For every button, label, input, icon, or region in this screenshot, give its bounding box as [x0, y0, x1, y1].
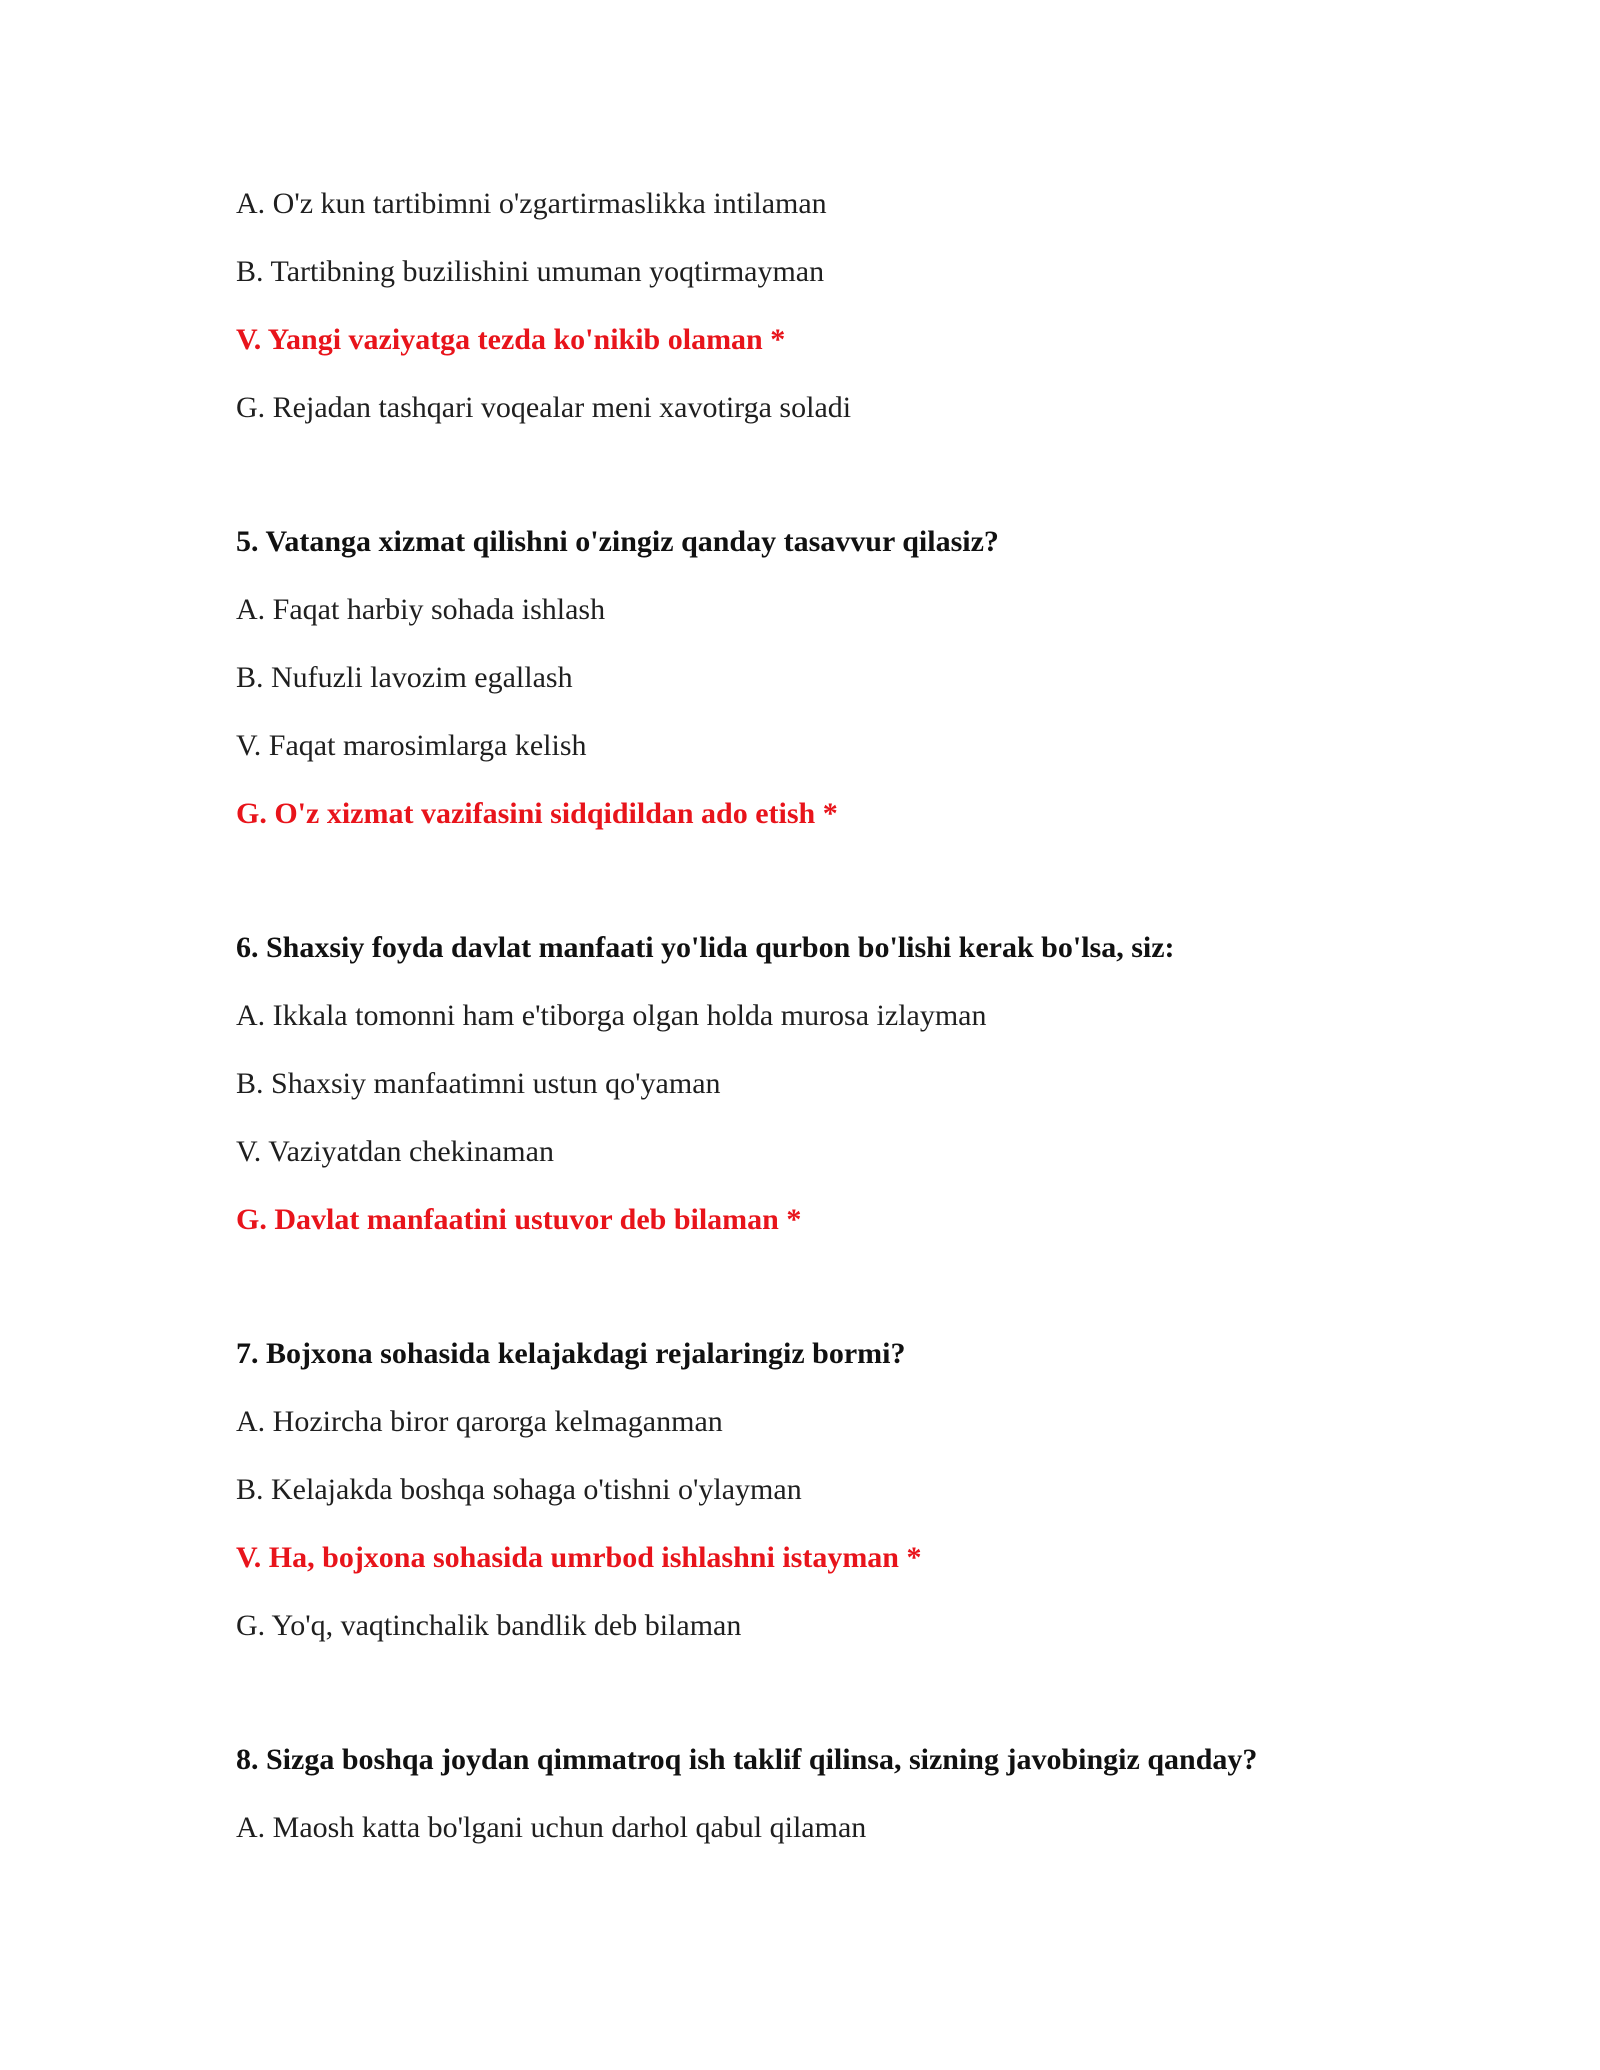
answer-option: B. Nufuzli lavozim egallash [236, 661, 573, 694]
question-text: 8. Sizga boshqa joydan qimmatroq ish taklif qilinsa, sizning javobingiz qanday? [236, 1743, 1258, 1776]
question-text: 6. Shaxsiy foyda davlat manfaati yo'lida qurbon bo'lishi kerak bo'lsa, siz: [236, 931, 1175, 964]
question-block [236, 524, 1436, 832]
answer-option: B. Shaxsiy manfaatimni ustun qo'yaman [236, 1067, 721, 1100]
correct-answer-option: V. Ha, bojxona sohasida umrbod ishlashni istayman * [236, 1541, 922, 1574]
question-block [236, 1336, 1436, 1644]
quiz-content [236, 186, 1436, 1878]
answer-option: B. Kelajakda boshqa sohaga o'tishni o'ylayman [236, 1473, 802, 1506]
answer-option: A. O'z kun tartibimni o'zgartirmaslikka intilaman [236, 187, 827, 220]
answer-option: V. Vaziyatdan chekinaman [236, 1135, 554, 1168]
block-spacer [236, 864, 1436, 930]
answer-option: B. Tartibning buzilishini umuman yoqtirmayman [236, 255, 825, 288]
block-spacer [236, 1270, 1436, 1336]
answer-option: A. Hozircha biror qarorga kelmaganman [236, 1405, 723, 1438]
block-spacer [236, 1676, 1436, 1742]
correct-answer-option: V. Yangi vaziyatga tezda ko'nikib olaman * [236, 323, 786, 356]
answer-option: G. Rejadan tashqari voqealar meni xavotirga soladi [236, 391, 852, 424]
block-spacer [236, 458, 1436, 524]
correct-answer-option: G. O'z xizmat vazifasini sidqidildan ado etish * [236, 797, 838, 830]
question-block [236, 1742, 1436, 1846]
answer-option: A. Ikkala tomonni ham e'tiborga olgan holda murosa izlayman [236, 999, 987, 1032]
answer-option: G. Yo'q, vaqtinchalik bandlik deb bilaman [236, 1609, 742, 1642]
answer-option: A. Faqat harbiy sohada ishlash [236, 593, 606, 626]
answer-option: A. Maosh katta bo'lgani uchun darhol qabul qilaman [236, 1811, 867, 1844]
correct-answer-option: G. Davlat manfaatini ustuvor deb bilaman * [236, 1203, 802, 1236]
answer-option: V. Faqat marosimlarga kelish [236, 729, 587, 762]
question-text: 7. Bojxona sohasida kelajakdagi rejalaringiz bormi? [236, 1337, 906, 1370]
question-text: 5. Vatanga xizmat qilishni o'zingiz qanday tasavvur qilasiz? [236, 525, 999, 558]
question-block [236, 186, 1436, 426]
question-block [236, 930, 1436, 1238]
